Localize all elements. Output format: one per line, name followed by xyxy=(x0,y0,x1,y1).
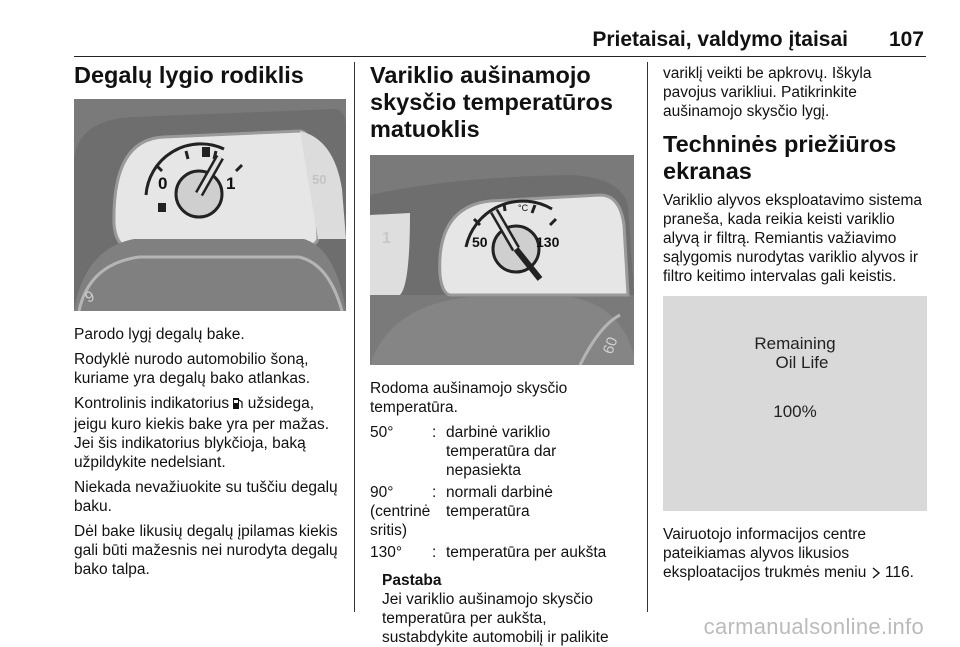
fuel-p5: Dėl bake likusių degalų įpilamas kiekis gali būti mažesnis nei nurodyta degalų bako talpa. xyxy=(74,523,338,578)
watermark: carmanualsonline.info xyxy=(703,614,924,639)
speedo-label: 50 xyxy=(312,172,327,187)
oil-display-line1: Remaining xyxy=(754,334,836,353)
service-p2-text: Vairuotojo informacijos centre pateikiamas alyvos likusios eksploatacijos trukmės meniu xyxy=(663,526,867,581)
service-p2-ref: 116. xyxy=(884,564,914,581)
column-divider-2 xyxy=(647,62,648,612)
coolant-gauge-heading: Variklio aušinamojo skysčio temperatūros matuoklis xyxy=(370,62,613,142)
fuel-p3-after: užsidega, jeigu kuro kiekis bake yra per mažas. Jei šis indikatorius blykčioja, baką užpildykite nedelsiant. xyxy=(74,395,330,471)
note-box xyxy=(382,571,634,647)
coolant-max-label: 130 xyxy=(536,234,560,250)
coolant-min-label: 50 xyxy=(472,234,488,250)
coolant-gauge-illustration xyxy=(370,155,634,365)
fuel-p2: Rodyklė nurodo automobilio šoną, kuriame yra degalų bako atlankas. xyxy=(74,351,311,387)
coolant-left-label: 1 xyxy=(382,230,391,247)
table-row xyxy=(370,483,634,543)
fuel-p3 xyxy=(74,394,346,472)
coolant-unit-label: °C xyxy=(518,203,529,213)
column-fuel-gauge xyxy=(74,62,346,585)
page-header xyxy=(74,26,926,57)
coolant-intro: Rodoma aušinamojo skysčio temperatūra. xyxy=(370,380,568,416)
tacho-label-right: 60 xyxy=(599,334,622,357)
table-sep: : xyxy=(432,424,437,441)
table-row xyxy=(370,423,634,483)
fuel-p4: Niekada nevažiuokite su tuščiu degalų baku. xyxy=(74,479,338,515)
page-reference-icon xyxy=(871,565,881,584)
note-title: Pastaba xyxy=(382,572,442,589)
table-desc: normali darbinė temperatūra xyxy=(446,484,553,520)
column-divider-1 xyxy=(354,62,355,612)
fuel-gauge-heading: Degalų lygio rodiklis xyxy=(74,62,304,88)
fuel-p1: Parodo lygį degalų bake. xyxy=(74,326,245,343)
fuel-pump-icon xyxy=(233,396,243,415)
coolant-gauge-svg xyxy=(370,155,634,365)
table-desc: temperatūra per aukšta xyxy=(446,544,607,561)
oil-life-display xyxy=(663,296,927,511)
service-p1: Variklio alyvos eksploatavimo sistema praneša, kada reikia keisti variklio alyvą ir filtrą. Remiantis važiavimo sąlygomis nurodytas variklio alyvos ir filtro keitimo intervalas gali keistis. xyxy=(663,192,923,285)
fuel-gauge-label-empty: 0 xyxy=(158,174,168,193)
table-sep: : xyxy=(432,544,437,561)
table-key: 90° (centrinė sritis) xyxy=(370,484,431,539)
page-number: 107 xyxy=(888,28,924,51)
fuel-gauge-illustration xyxy=(74,99,346,311)
tacho-label: 9 xyxy=(82,287,98,307)
column-coolant-gauge xyxy=(370,62,634,647)
note-text: Jei variklio aušinamojo skysčio temperatūra per aukšta, sustabdykite automobilį ir palikite xyxy=(382,591,609,646)
service-display-heading: Techninės priežiūros ekranas xyxy=(663,131,897,184)
fuel-pump-icon xyxy=(158,203,166,212)
note-continuation: variklį veikti be apkrovų. Iškyla pavojus varikliui. Patikrinkite aušinamojo skysčio lygį. xyxy=(663,65,872,120)
oil-life-value: 100% xyxy=(773,402,817,421)
table-key: 50° xyxy=(370,424,394,441)
chapter-title: Prietaisai, valdymo įtaisai xyxy=(592,28,848,51)
fuel-gauge-label-full: 1 xyxy=(226,174,236,193)
oil-display-line2: Oil Life xyxy=(775,353,829,372)
table-desc: darbinė variklio temperatūra dar nepasiekta xyxy=(446,424,557,479)
column-service-display xyxy=(663,64,927,590)
temperature-table xyxy=(370,423,634,565)
fuel-p3-before: Kontrolinis indikatorius xyxy=(74,395,230,412)
service-p2 xyxy=(663,525,927,584)
fuel-gauge-svg xyxy=(74,99,346,311)
table-key: 130° xyxy=(370,544,403,561)
table-sep: : xyxy=(432,484,437,501)
table-row xyxy=(370,543,634,565)
